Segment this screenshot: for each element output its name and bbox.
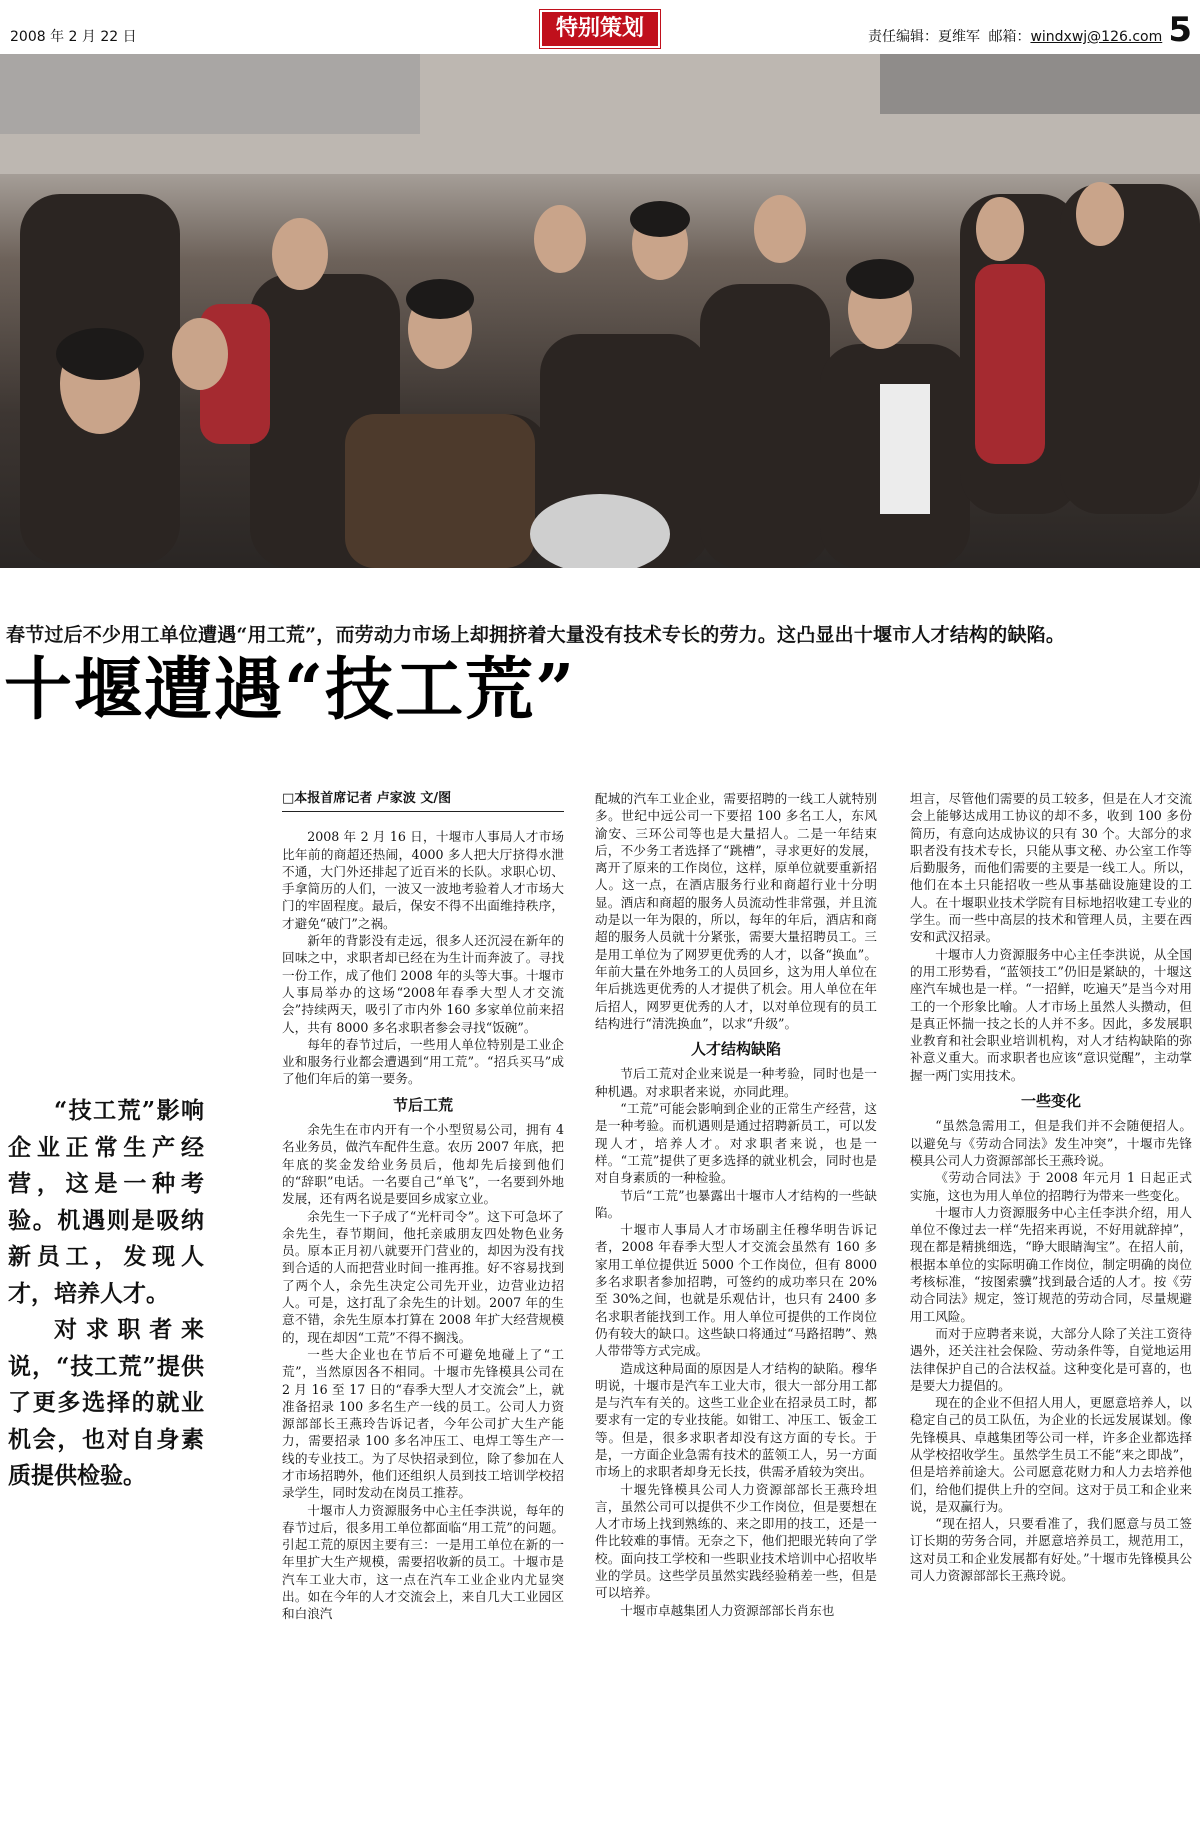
article-paragraph: 现在的企业不但招人用人，更愿意培养人，以稳定自己的员工队伍，为企业的长远发展谋划。像先锋模具、卓越集团等公司一样，许多企业都选择从学校招收学生。虽然学生员工不能“来之即战”，但是培养前途大。公司愿意花财力和人力去培养他们，给他们提供上升的空间。这对于员工和企业来说，是双赢行为。 (910, 1395, 1192, 1514)
article-column-2 (595, 790, 877, 1619)
article-paragraph: 余先生在市内开有一个小型贸易公司，拥有 4 名业务员，做汽车配件生意。农历 2007 年底，把年底的奖金发给业务员后，他却先后接到他们的“辞职”电话。一名要自己“单飞”，一名要到外地发展，还有两名说是要回乡成家立业。 (282, 1122, 564, 1207)
pull-quote-paragraph: “技工荒”影响企业正常生产经营，这是一种考验。机遇则是吸纳新员工，发现人才，培养人才。 (8, 1097, 204, 1307)
subheading-festival: 节后工荒 (392, 1095, 453, 1114)
article-column-3 (910, 790, 1192, 1584)
article-paragraph: 十堰市卓越集团人力资源部部长肖东也 (620, 1602, 835, 1618)
editor-label: 责任编辑：夏维军 (868, 29, 980, 45)
article-paragraph: “虽然急需用工，但是我们并不会随便招人。以避免与《劳动合同法》发生冲突”，十堰市先锋模具公司人力资源部部长王燕玲说。 (910, 1118, 1192, 1168)
article-paragraph: 十堰市人事局人才市场副主任穆华明告诉记者，2008 年春季大型人才交流会虽然有 160 多家用工单位提供近 5000 个工作岗位，但有 8000 多名求职者参加招聘，可签约的成功率只在 20%至 30%之间，也就是乐观估计，也只有 2400 多名求职者能找到工作。用人单位可提供的工作岗位仍有较大的缺口。这些缺口将通过“马路招聘”、熟人带带等方式完成。 (595, 1222, 877, 1359)
article-paragraph: 坦言，尽管他们需要的员工较多，但是在人才交流会上能够达成用工协议的却不多，收到 100 多份简历，有意向达成协议的只有 30 个。大部分的求职者没有技术专长，只能从事文秘、办公室工作等后勤服务，而他们需要的主要是一线工人。所以，他们在本土只能招收一些从事基础设施建设的工人。在十堰职业技术学院有目标地招收建工专业的学生。而一些中高层的技术和管理人员，主要在西安和武汉招录。 (910, 791, 1192, 945)
pull-quote (8, 1093, 204, 1495)
masthead (0, 0, 1200, 52)
page-number: 5 (1168, 10, 1192, 50)
section-tag: 特别策划 (540, 10, 660, 48)
job-fair-crowd-photo (0, 54, 1200, 568)
subheading-structure: 人才结构缺陷 (690, 1040, 781, 1059)
article-paragraph: 节后工荒对企业来说是一种考验，同时也是一种机遇。对求职者来说，亦同此理。 (595, 1066, 877, 1099)
pull-quote-paragraph: 对求职者来说，“技工荒”提供了更多选择的就业机会，也对自身素质提供检验。 (8, 1316, 204, 1489)
issue-date: 2008 年 2 月 22 日 (10, 29, 137, 45)
article-paragraph: 十堰市人力资源服务中心主任李洪介绍，用人单位不像过去一样“先招来再说，不好用就辞掉”，现在都是精挑细选，“睁大眼睛淘宝”。在招人前，根据本单位的实际明确工作岗位，制定明确的岗位考核标准，“按图索骥”找到最合适的人才。按《劳动合同法》规定，签订规范的劳动合同，尽量规避用工风险。 (910, 1204, 1192, 1324)
article-paragraph: 十堰市人力资源服务中心主任李洪说，从全国的用工形势看，“蓝领技工”仍旧是紧缺的，十堰这座汽车城也是一样。“一招鲜，吃遍天”是当今对用工的一个形象比喻。人才市场上虽然人头攒动，但是真正怀揣一技之长的人并不多。因此，多发展职业教育和社会职业培训机构，对人才结构缺陷的弥补意义重大。而求职者也应该“意识觉醒”，主动掌握一两门实用技术。 (910, 946, 1192, 1083)
article-paragraph: 余先生一下子成了“光杆司令”。这下可急坏了余先生，春节期间，他托亲戚朋友四处物色业务员。原本正月初八就要开门营业的，却因为没有找到合适的人而把营业时间一推再推。好不容易找到了两个人，余先生决定公司先开业，边营业边招人。可是，这打乱了余先生的计划。2007 年的生意不错，余先生原本打算在 2008 年扩大经营规模的，现在却因“工荒”不得不搁浅。 (282, 1208, 564, 1345)
article-paragraph: “现在招人，只要看准了，我们愿意与员工签订长期的劳务合同，并愿意培养员工，规范用工，这对员工和企业发展都有好处。”十堰市先锋模具公司人力资源部部长王燕玲说。 (910, 1516, 1192, 1584)
article-paragraph: 一些大企业也在节后不可避免地碰上了“工荒”，当然原因各不相同。十堰市先锋模具公司在 2 月 16 至 17 日的“春季大型人才交流会”上，就准备招录 100 多名生产一线的员工。公司人力资源部部长王燕玲告诉记者，今年公司扩大生产能力，需要招录 100 多名冲压工、电焊工等生产一线的专业技工。为了尽快招录到位，除了参加在人才市场招聘外，他们还组织人员到技工培训学校招录学生，同时发动在岗员工推荐。 (282, 1346, 564, 1501)
crowd-photo-illustration (0, 54, 1200, 568)
editor-name: 夏维军 (938, 29, 980, 45)
article-paragraph: 造成这种局面的原因是人才结构的缺陷。穆华明说，十堰市是汽车工业大市，很大一部分用工都是与汽车有关的。这些工业企业在招录员工时，都要求有一定的专业技能。如钳工、冲压工、钣金工等。但是，很多求职者却没有这方面的专长。于是，一方面企业急需有技术的蓝领工人，另一方面市场上的求职者却身无长技，供需矛盾较为突出。 (595, 1360, 877, 1480)
article-paragraph: 十堰先锋模具公司人力资源部部长王燕玲坦言，虽然公司可以提供不少工作岗位，但是要想在人才市场上找到熟练的、来之即用的技工，还是一件比较难的事情。无奈之下，他们把眼光转向了学校。面向技工学校和一些职业技术培训中心招收毕业的学员。这些学员虽然实践经验稍差一些，但是可以培养。 (595, 1481, 877, 1601)
article-paragraph: 节后“工荒”也暴露出十堰市人才结构的一些缺陷。 (595, 1187, 877, 1220)
email-label: 邮箱： (988, 29, 1031, 45)
article-paragraph: 2008 年 2 月 16 日，十堰市人事局人才市场比年前的商超还热闹，4000 多人把大厅挤得水泄不通，大门外还排起了近百米的长队。求职心切、手拿简历的人们，一波又一波地考验着人才市场大门的牢固程度。最后，保安不得不出面维持秩序，才避免“破门”之祸。 (282, 829, 564, 931)
deck-subtitle: 春节过后不少用工单位遭遇“用工荒”，而劳动力市场上却拥挤着大量没有技术专长的劳力。这凸显出十堰市人才结构的缺陷。 (6, 624, 1066, 646)
article-paragraph: 十堰市人力资源服务中心主任李洪说，每年的春节过后，很多用工单位都面临“用工荒”的问题。引起工荒的原因主要有三：一是用工单位在新的一年里扩大生产规模，需要招收新的员工。十堰市是汽车工业大市，这一点在汽车工业企业内尤显突出。如在今年的人才交流会上，来自几大工业园区和白浪汽 (282, 1502, 564, 1622)
byline: □本报首席记者 卢家波 文/图 (282, 790, 564, 812)
article-column-1 (282, 790, 564, 1623)
article-paragraph: 每年的春节过后，一些用人单位特别是工业企业和服务行业都会遭遇到“用工荒”。“招兵买马”成了他们年后的第一要务。 (282, 1036, 564, 1087)
article-paragraph: “工荒”可能会影响到企业的正常生产经营，这是一种考验。而机遇则是通过招聘新员工，可以发现人才，培养人才。对求职者来说，也是一样。“工荒”提供了更多选择的就业机会，同时也是对自身素质的一种检验。 (595, 1101, 877, 1186)
editor-info (868, 26, 1162, 46)
headline: 十堰遭遇“技工荒” (4, 650, 577, 730)
article-paragraph: 《劳动合同法》于 2008 年元月 1 日起正式实施，这也为用人单位的招聘行为带来一些变化。 (910, 1170, 1192, 1203)
article-paragraph: 而对于应聘者来说，大部分人除了关注工资待遇外，还关注社会保险、劳动条件等，自觉地运用法律保护自己的合法权益。这种变化是可喜的，也是要大力提倡的。 (910, 1325, 1192, 1393)
article-paragraph: 新年的背影没有走远，很多人还沉浸在新年的回味之中，求职者却已经在为生计而奔波了。寻找一份工作，成了他们 2008 年的头等大事。十堰市人事局举办的这场“2008年春季大型人才交流会”持续两天，吸引了市内外 160 多家单位前来招人，共有 8000 多名求职者参会寻找“饭碗”。 (282, 933, 564, 1035)
editor-email-link[interactable]: windxwj@126.com (1030, 29, 1163, 45)
subheading-change: 一些变化 (1020, 1092, 1081, 1111)
article-paragraph: 配城的汽车工业企业，需要招聘的一线工人就特别多。世纪中远公司一下要招 100 多名工人，东风渝安、三环公司等也是大量招人。二是一年结束后，不少务工者选择了“跳槽”，寻求更好的发展，离开了原来的工作岗位，这样，原单位就要重新招人。这一点，在酒店服务行业和商超行业十分明显。酒店和商超的服务人员流动性非常强，并且流动是以一年为限的，所以，每年的年后，酒店和商超的服务人员就十分紧张，需要大量招聘员工。三是用工单位为了网罗更优秀的人才，以备“换血”。年前大量在外地务工的人员回乡，这为用人单位在年后挑选更优秀的人才提供了机会。用人单位在年后招人，网罗更优秀的人才，以对单位现有的员工结构进行“清洗换血”，以求“升级”。 (595, 791, 877, 1031)
